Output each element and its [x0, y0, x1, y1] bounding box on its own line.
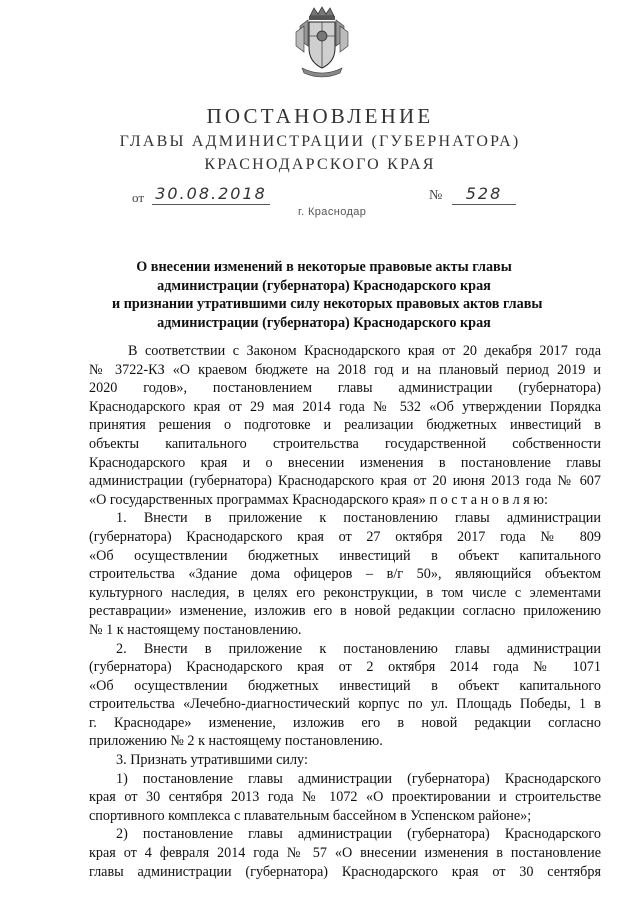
body-line: В соответствии с Законом Краснодарского края от 20 декабря 2017 года	[128, 343, 601, 359]
body-line: Краснодарского края от 29 мая 2014 года № 532 «Об утверждении Порядка	[89, 398, 601, 415]
body-line: № 1 к настоящему постановлению.	[89, 621, 302, 638]
body-line: 2020 годов», постановлением главы администрации (губернатора)	[89, 380, 601, 397]
body-line: края от 30 сентября 2013 года № 1072 «О проектировании и строительстве	[89, 789, 601, 806]
body-line: Краснодарского края и о внесении изменения в постановление главы	[89, 454, 601, 471]
body-line: (губернатора) Краснодарского края от 2 октября 2014 года № 1071	[89, 659, 601, 676]
body-line: администрации (губернатора) Краснодарского края от 20 июня 2013 года № 607	[89, 473, 601, 490]
title-line: О внесении изменений в некоторые правовые акты главы	[136, 259, 512, 275]
document-title	[112, 258, 543, 332]
body-line: «Об осуществлении бюджетных инвестиций в объект капитального	[89, 547, 601, 564]
body-line: 1. Внести в приложение к постановлению главы администрации	[116, 510, 601, 527]
body-line: приложению № 2 к настоящему постановлению.	[89, 733, 383, 750]
body-line: края от 4 февраля 2014 года № 57 «О внесении изменения в постановление	[89, 845, 601, 862]
document-type-heading: ПОСТАНОВЛЕНИЕ	[206, 104, 434, 128]
body-line: № 3722-КЗ «О краевом бюджете на 2018 год и на плановый период 2019 и	[89, 361, 601, 378]
issuer-line-2: КРАСНОДАРСКОГО КРАЯ	[204, 156, 436, 173]
document-date: 30.08.2018	[152, 184, 270, 205]
title-line: администрации (губернатора) Краснодарского края	[157, 277, 491, 294]
body-line: культурного наследия, в целях его реконструкции, в том числе с элементами	[89, 584, 601, 601]
issuer-line-1: ГЛАВЫ АДМИНИСТРАЦИИ (ГУБЕРНАТОРА)	[119, 133, 521, 150]
body-line: (губернатора) Краснодарского края от 27 октября 2017 года № 809	[89, 528, 601, 545]
body-line: 2) постановление главы администрации (губернатора) Краснодарского	[116, 826, 601, 843]
body-line: принятия решения о подготовке и реализации бюджетных инвестиций в	[89, 417, 601, 434]
body-line: объекты капитального строительства государственной собственности	[89, 435, 601, 452]
body-line: строительства «Лечебно-диагностический корпус по ул. Площадь Победы, 1 в	[89, 696, 601, 713]
title-line: администрации (губернатора) Краснодарского края	[157, 314, 491, 331]
body-line: г. Краснодаре» изменение, изложив его в новой редакции согласно	[89, 714, 601, 731]
body-line: спортивного комплекса с плавательным бассейном в Успенском районе»;	[89, 807, 532, 824]
place-of-issue: г. Краснодар	[298, 206, 367, 218]
body-line: строительства «Здание дома офицеров – в/г 50», являющийся объектом	[89, 566, 601, 583]
body-line: реставрации» изменение, изложив его в новой редакции согласно приложению	[89, 603, 601, 620]
number-label: №	[429, 188, 443, 203]
body-line: главы администрации (губернатора) Краснодарского края от 30 сентября	[89, 863, 601, 880]
body-line: «Об осуществлении бюджетных инвестиций в объект капитального	[89, 677, 601, 694]
document-number: 528	[452, 184, 516, 205]
body-line: 2. Внести в приложение к постановлению главы администрации	[116, 640, 601, 657]
krasnodar-coat-of-arms-icon	[294, 6, 350, 78]
date-label: от	[132, 190, 145, 205]
body-line: 3. Признать утратившими силу:	[116, 752, 308, 769]
body-line: 1) постановление главы администрации (губернатора) Краснодарского	[116, 770, 601, 787]
body-line: «О государственных программах Краснодарского края» п о с т а н о в л я ю:	[89, 491, 548, 508]
document-body	[89, 342, 601, 881]
title-line: и признании утратившими силу некоторых правовых актов главы	[112, 296, 543, 312]
